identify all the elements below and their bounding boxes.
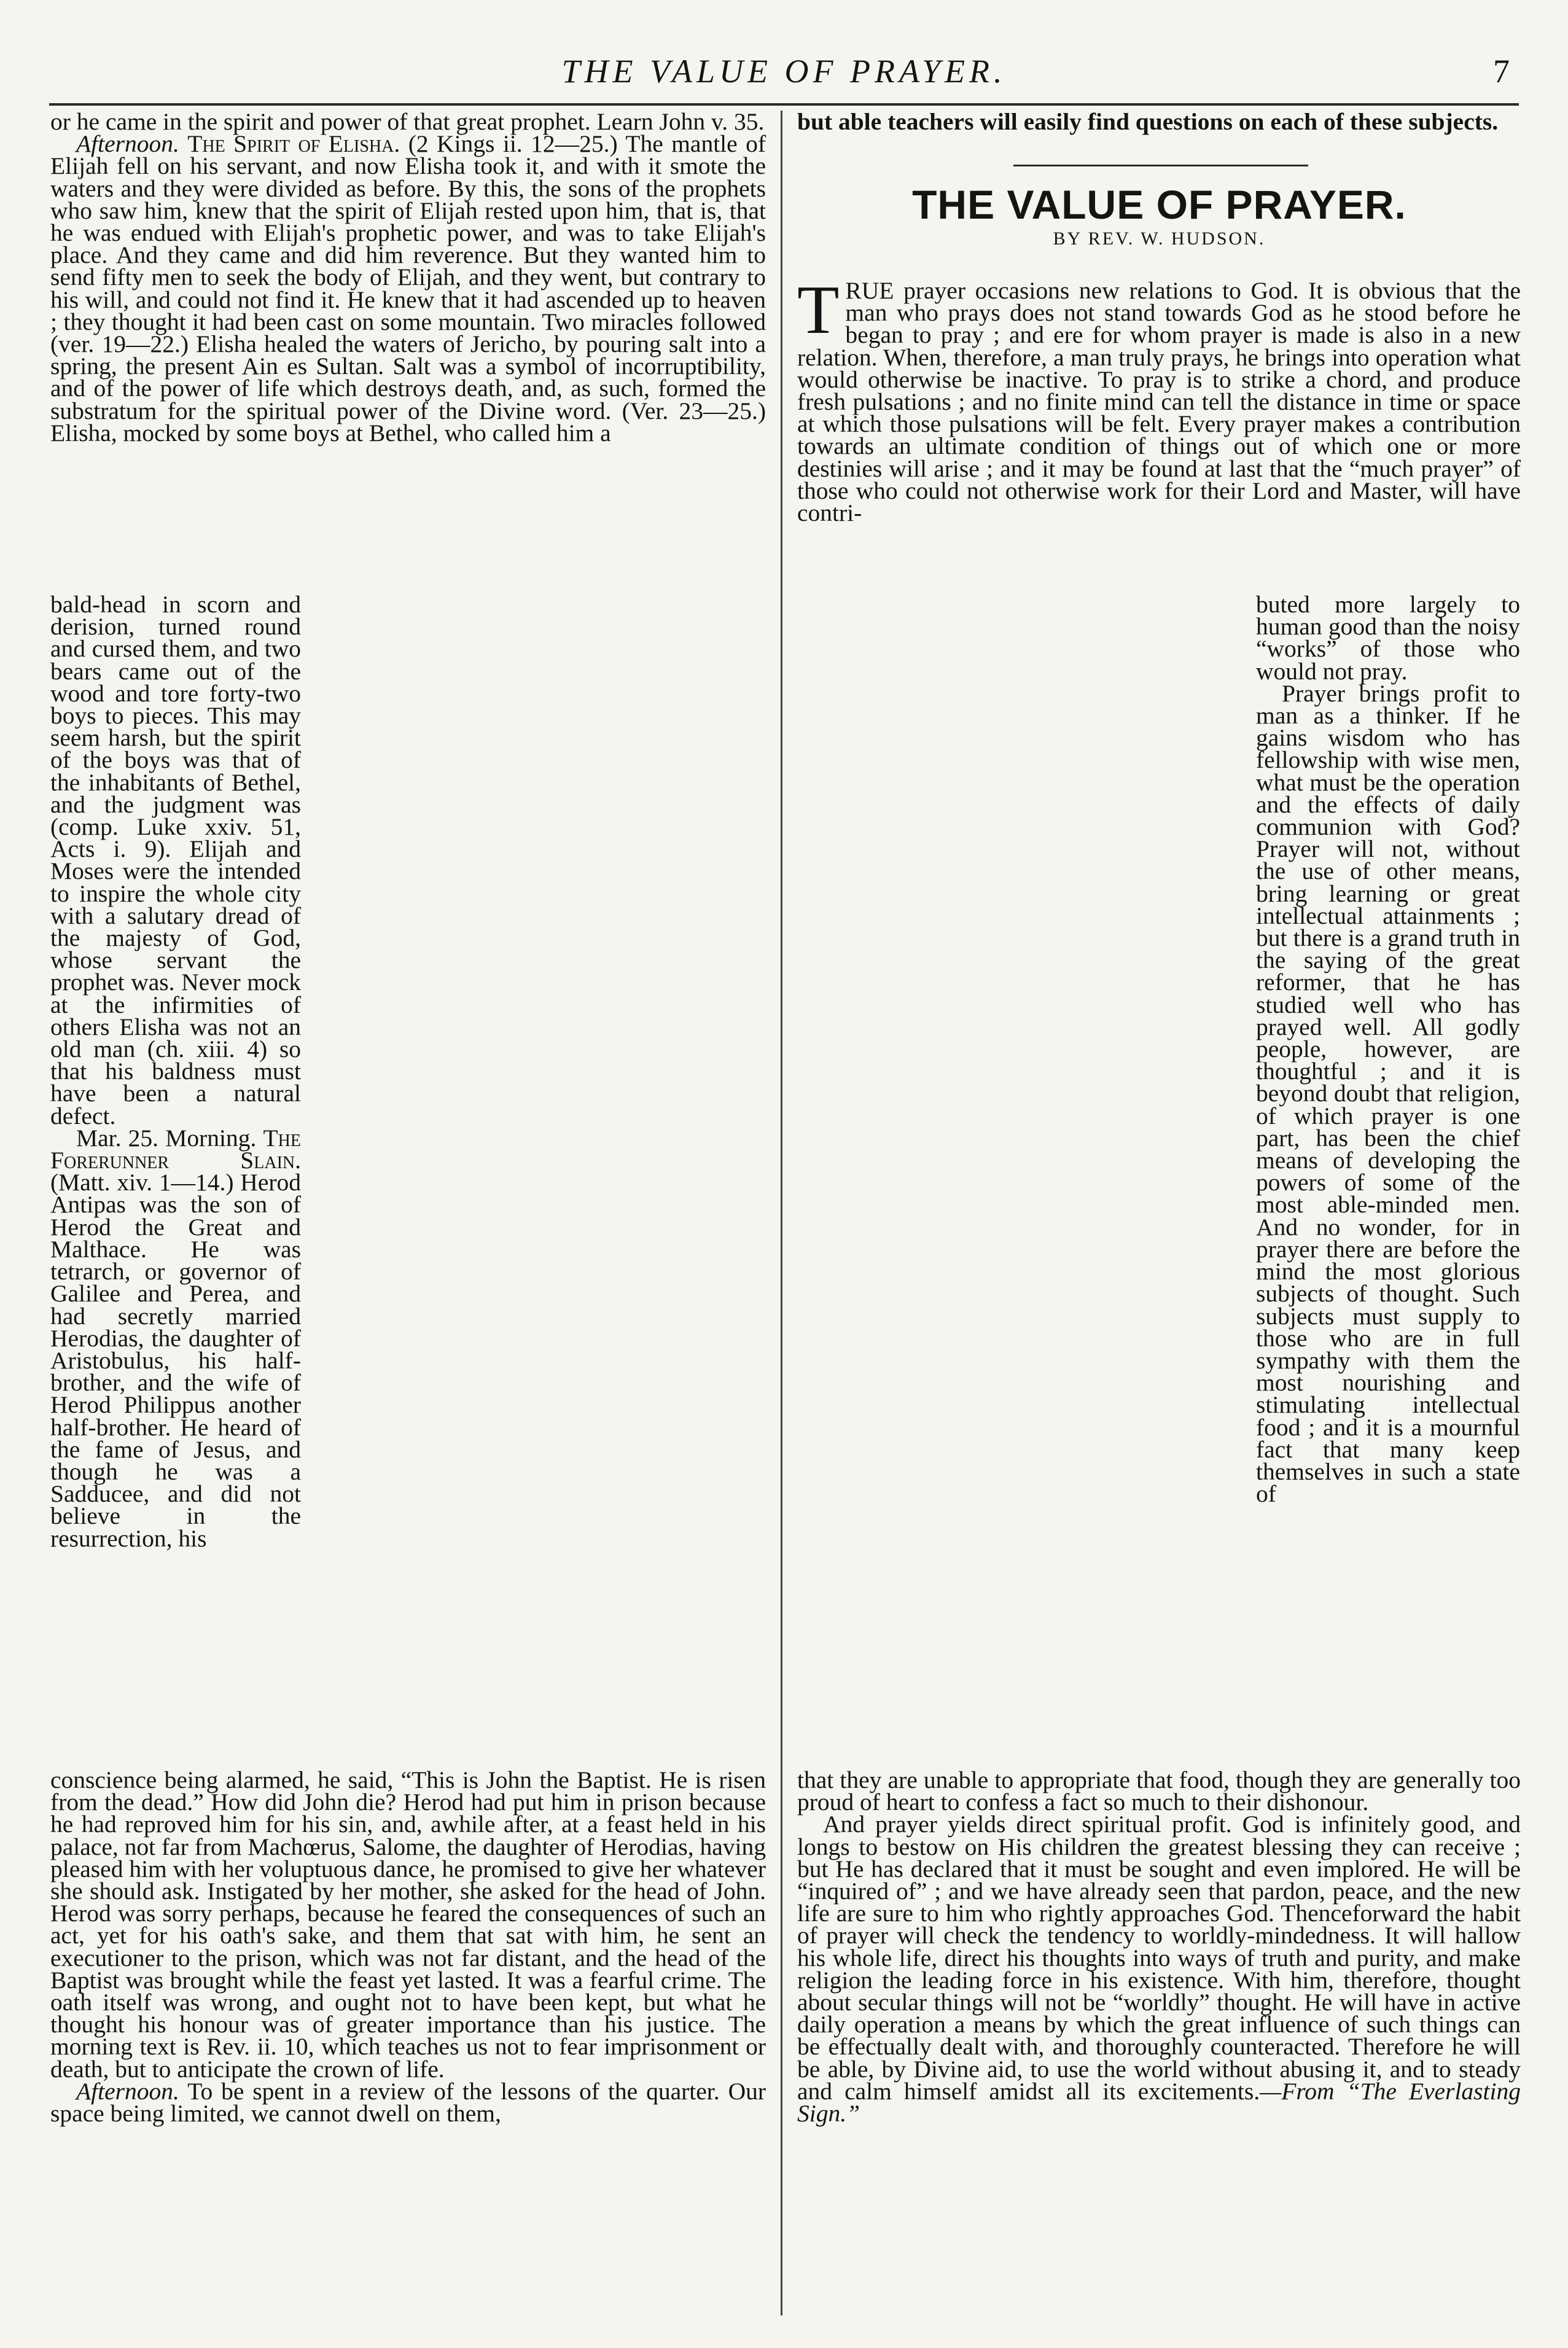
right-intro <box>797 108 1521 135</box>
page-number: 7 <box>1493 53 1510 90</box>
article-narrow-block <box>1256 591 1520 1508</box>
title-rule <box>1013 165 1308 166</box>
left-top-block <box>50 108 766 447</box>
left-narrow-para-1: Mar. 25. Morning. The Forerunner Slain. (Matt. xiv. 1—14.) Herod Antipas was the son of Herod the Great and Malthace. He was tetrarch, or governor of Galilee and Perea, and had secretly married Herodias, the daughter of Aristobulus, his half-brother, and the wife of Herod Philippus another half-brother. He heard of the fame of Jesus, and though he was a Sadducee, and did not believe in the resurrection, his <box>50 1124 301 1552</box>
article-para-3: And prayer yields direct spiritual profit. God is infinitely good, and longs to bestow on His children the greatest blessing they can receive ; but He has declared that it must be sought and even implored. He will be “inquired of” ; and we have already seen that pardon, peace, and the new life are sure to him who rightly approaches God. Thenceforward the habit of prayer will check the tendency to worldly-mindedness. It will hallow his whole life, direct his thoughts into ways of truth and purity, and make religion the leading force in his existence. With him, therefore, thought about secular things will not be “worldly” thought. He will have in active daily operation a means by which the great influence of such things can be effectually dealt with, and thoroughly counteracted. Therefore he will be able, by Divine aid, to use the world without abusing it, and to steady and calm himself amidst all its excitements.—From “The Everlasting Sign.” <box>797 1811 1521 2128</box>
article-para-2: Prayer brings profit to man as a thinker. If he gains wisdom who has fellowship with wise men, what must be the operation and the effects of daily communion with God? Prayer will not, without the use of other means, bring learning or great intellectual attainments ; but there is a grand truth in the saying of the great reformer, that he has studied well who has prayed well. All godly people, however, are thoughtful ; and it is beyond doubt that religion, of which prayer is one part, has been the chief means of developing the powers of some of the most able-minded men. And no wonder, for in prayer there are before the mind the most glorious subjects of thought. Such subjects must supply to those who are in full sympathy with them the most nourishing and stimulating intellectual food ; and it is a mournful fact that many keep themselves in such a state of <box>1256 679 1520 1508</box>
intro-text: but able teachers will easily find questions on each of these subjects. <box>797 108 1499 135</box>
article-para-1-text: RUE prayer occasions new relations to God. It is obvious that the man who prays does not stand towards God as he stood before he began to pray ; and ere for whom prayer is made is also in a new relation. When, therefore, a man truly prays, he brings into operation what would otherwise be inactive. To pray is to strike a chord, and produce fresh pulsations ; and no finite mind can tell the distance in time or space at which those pulsations will be felt. Every prayer makes a contribution towards an ultimate condition of things out of which one or more destinies will arise ; and it may be found at last that the “much prayer” of those who could not otherwise work for their Lord and Master, will have contri- <box>797 277 1521 527</box>
source-title: “The Everlasting Sign.” <box>797 2077 1521 2128</box>
left-bottom-para-0: conscience being alarmed, he said, “This is John the Baptist. He is risen from the dead.” How did John die? Herod had put him in prison because he had reproved him for his sin, and, awhile after, at a feast held in his palace, not far from Machœrus, Salome, the daughter of Herodias, having pleased him with her voluptuous dance, he promised to give her whatever she should ask. Instigated by her mother, she asked for the head of John. Herod was sorry perhaps, because he feared the consequences of such an act, yet for his oath's sake, and them that sat with him, he sent an executioner to the prison, which was not far distant, and the head of the Baptist was brought while the feast yet lasted. It was a fearful crime. The oath itself was wrong, and ought not to have been kept, but what he thought his honour was of greater importance than his justice. The morning text is Rev. ii. 10, which teaches us not to fear imprisonment or death, but to anticipate the crown of life. <box>50 1766 766 2083</box>
column-divider <box>781 111 782 2315</box>
article-para-1-end: buted more largely to human good than the noisy “works” of those who would not pray. <box>1256 591 1520 685</box>
header-rule <box>49 103 1519 106</box>
article-byline: BY REV. W. HUDSON. <box>1053 228 1266 249</box>
article-bottom-block <box>797 1766 1521 2128</box>
left-bottom-para-1: Afternoon. To be spent in a review of the lessons of the quarter. Our space being limited, we cannot dwell on them, <box>50 2077 766 2128</box>
left-bottom-block <box>50 1766 766 2128</box>
left-para-0: or he came in the spirit and power of that great prophet. Learn John v. 35. <box>50 108 765 135</box>
article-para-2-end: that they are unable to appropriate that food, though they are generally too proud of heart to confess a fact so much to their dishonour. <box>797 1766 1521 1816</box>
article-para-1 <box>797 272 1521 527</box>
running-title: THE VALUE OF PRAYER. <box>561 53 1007 90</box>
left-para-1: Afternoon. The Spirit of Elisha. (2 Kings ii. 12—25.) The mantle of Elijah fell on his servant, and now Elisha took it, and with it smote the waters and they were divided as before. By this, the sons of the prophets who saw him, knew that the spirit of Elijah rested upon him, that is, that he was endued with Elijah's prophetic power, and was to take Elijah's place. And they came and did him reverence. But they wanted him to send fifty men to seek the body of Elijah, and they went, but contrary to his will, and could not find it. He knew that it had ascended up to heaven ; they thought it had been cast on some mountain. Two miracles followed (ver. 19—22.) Elisha healed the waters of Jericho, by pouring salt into a spring, the present Ain es Sultan. Salt was a symbol of incorruptibility, and of the power of life which destroys death, and, as such, formed the substratum for the spiritual power of the Divine word. (Ver. 23—25.) Elisha, mocked by some boys at Bethel, who called him a <box>50 130 766 447</box>
left-narrow-block <box>50 593 301 1550</box>
drop-cap: T <box>797 272 840 348</box>
article-title: THE VALUE OF PRAYER. <box>912 182 1406 227</box>
left-narrow-para-0: bald-head in scorn and derision, turned round and cursed them, and two bears came out of the wood and tore forty-two boys to pieces. This may seem harsh, but the spirit of the boys was that of the inhabitants of Bethel, and the judgment was (comp. Luke xxiv. 51, Acts i. 9). Elijah and Moses were the intended to inspire the whole city with a salutary dread of the majesty of God, whose servant the prophet was. Never mock at the infirmities of others Elisha was not an old man (ch. xiii. 4) so that his baldness must have been a natural defect. <box>50 591 301 1129</box>
source-prefix: —From <box>1260 2077 1335 2105</box>
